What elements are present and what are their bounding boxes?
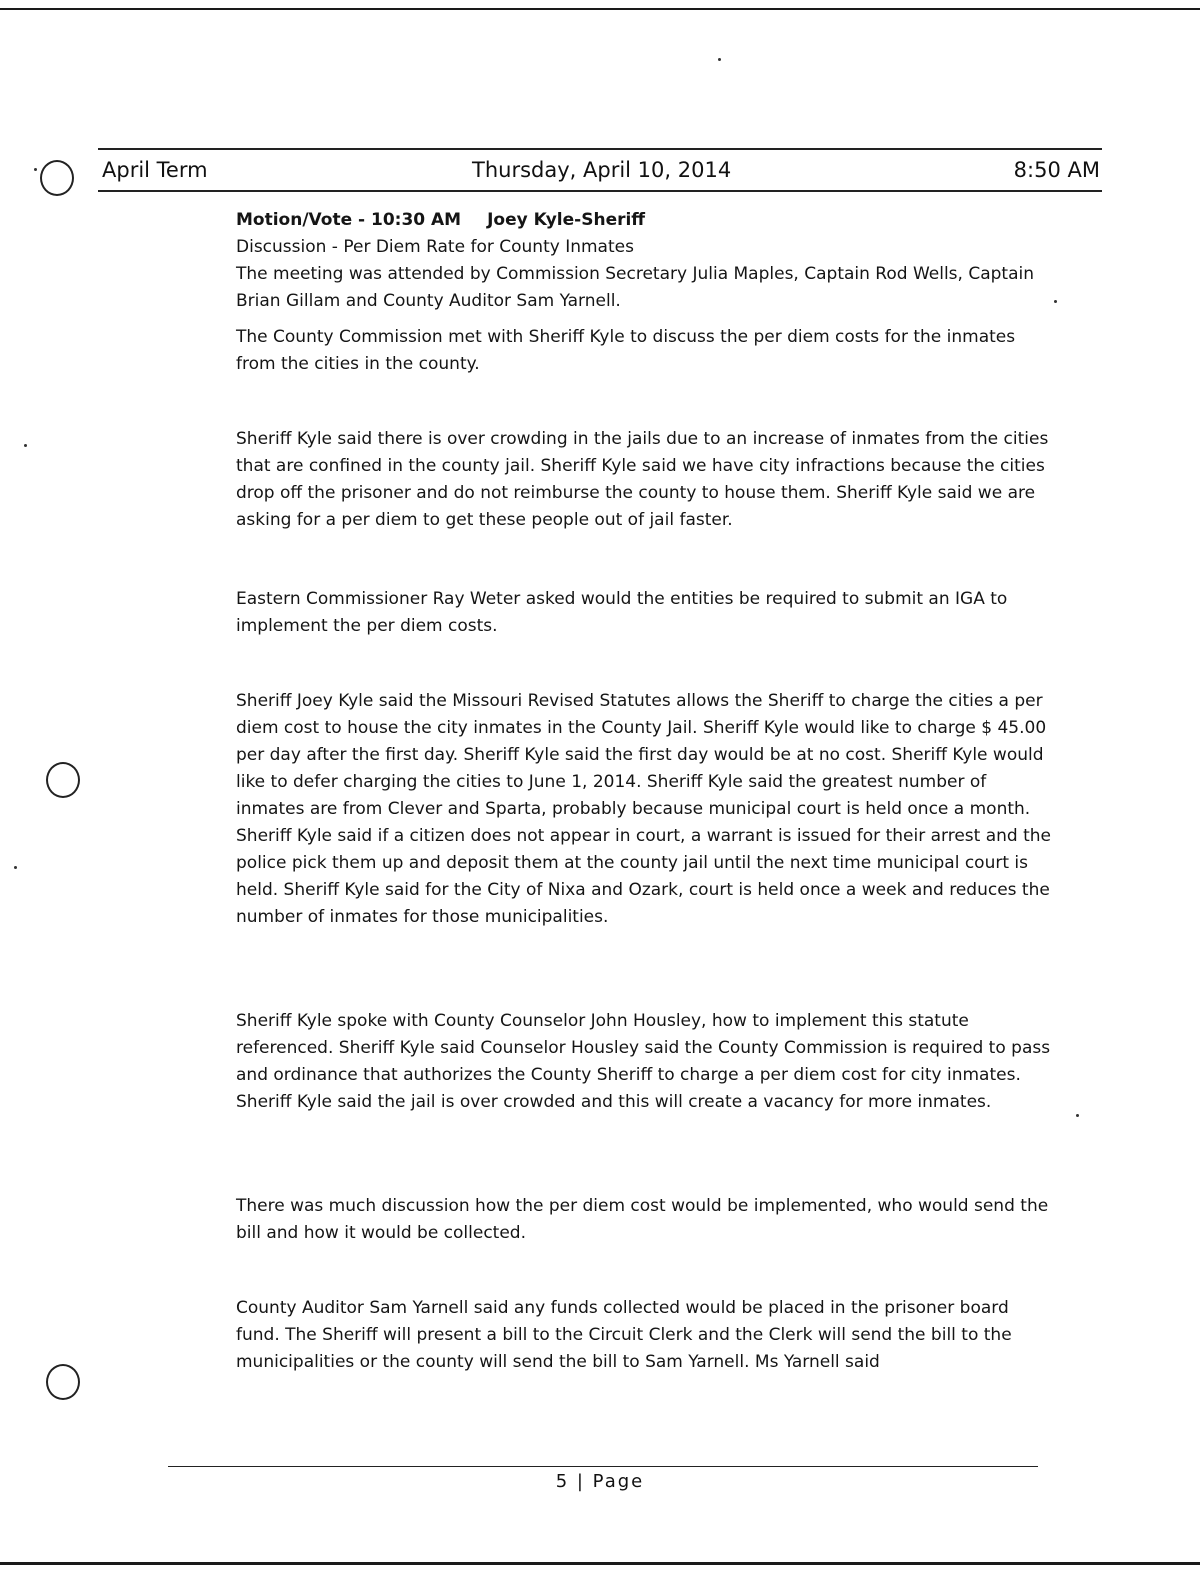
meeting-date: Thursday, April 10, 2014 xyxy=(472,158,732,182)
punch-hole-middle xyxy=(46,762,80,798)
scan-speck xyxy=(14,866,17,869)
punch-hole-bottom xyxy=(46,1364,80,1400)
paragraph-iga-question: Eastern Commissioner Ray Weter asked would the entities be required to submit an IGA to implement the per diem costs. xyxy=(236,589,1008,636)
paragraph-overcrowding: Sheriff Kyle said there is over crowding in the jails due to an increase of inmates from the cities that are confined in the county jail. Sheriff Kyle said we have city infractions because the cities drop off the prisoner and do not reimburse the county to house them. Sheriff Kyle said we are asking for a per diem to get these people out of jail faster. xyxy=(236,429,1049,530)
header-rule-top xyxy=(98,148,1102,150)
paragraph-purpose: The County Commission met with Sheriff Kyle to discuss the per diem costs for the inmates from the cities in the county. xyxy=(236,327,1016,374)
paragraph-statutes: Sheriff Joey Kyle said the Missouri Revised Statutes allows the Sheriff to charge the cities a per diem cost to house the city inmates in the County Jail. Sheriff Kyle would like to charge $ 45.00 per day after the first day. Sheriff Kyle said the first day would be at no cost. Sheriff Kyle would like to defer charging the cities to June 1, 2014. Sheriff Kyle said the greatest number of inmates are from Clever and Sparta, probably because municipal court is held once a month. Sheriff Kyle said if a citizen does not appear in court, a warrant is issued for their arrest and the police pick them up and deposit them at the county jail until the next time municipal court is held. Sheriff Kyle said for the City of Nixa and Ozark, court is held once a week and reduces the number of inmates for those municipalities. xyxy=(236,691,1051,927)
scan-speck xyxy=(1076,1114,1079,1117)
agenda-motion: Motion/Vote - 10:30 AM xyxy=(236,210,462,230)
agenda-presenter: Joey Kyle-Sheriff xyxy=(487,210,646,230)
paragraph-counselor: Sheriff Kyle spoke with County Counselor John Housley, how to implement this statute referenced. Sheriff Kyle said Counselor Housley said the County Commission is required to pass and ordinance that authorizes the County Sheriff to charge a per diem cost for city inmates. Sheriff Kyle said the jail is over crowded and this will create a vacancy for more inmates. xyxy=(236,1011,1051,1112)
agenda-discussion: Discussion - Per Diem Rate for County Inmates xyxy=(236,237,634,257)
scan-top-edge xyxy=(0,8,1200,10)
page-number: 5 | Page xyxy=(555,1471,645,1492)
paragraph-discussion: There was much discussion how the per diem cost would be implemented, who would send the bill and how it would be collected. xyxy=(236,1196,1049,1243)
scan-speck xyxy=(24,444,27,447)
header-rule-bottom xyxy=(98,190,1102,192)
agenda-motion-line xyxy=(236,207,645,234)
paragraph-attendance: The meeting was attended by Commission Secretary Julia Maples, Captain Rod Wells, Captain Brian Gillam and County Auditor Sam Yarnell. xyxy=(236,264,1034,311)
footer-rule xyxy=(168,1466,1038,1467)
meeting-time: 8:50 AM xyxy=(1013,158,1100,182)
scan-speck xyxy=(34,168,37,171)
term-label: April Term xyxy=(102,158,208,182)
scan-bottom-edge xyxy=(0,1562,1200,1565)
paragraph-auditor: County Auditor Sam Yarnell said any funds collected would be placed in the prisoner board fund. The Sheriff will present a bill to the Circuit Clerk and the Clerk will send the bill to the municipalities or the county will send the bill to Sam Yarnell. Ms Yarnell said xyxy=(236,1298,1012,1372)
scan-speck xyxy=(718,58,721,61)
punch-hole-top xyxy=(40,160,74,196)
